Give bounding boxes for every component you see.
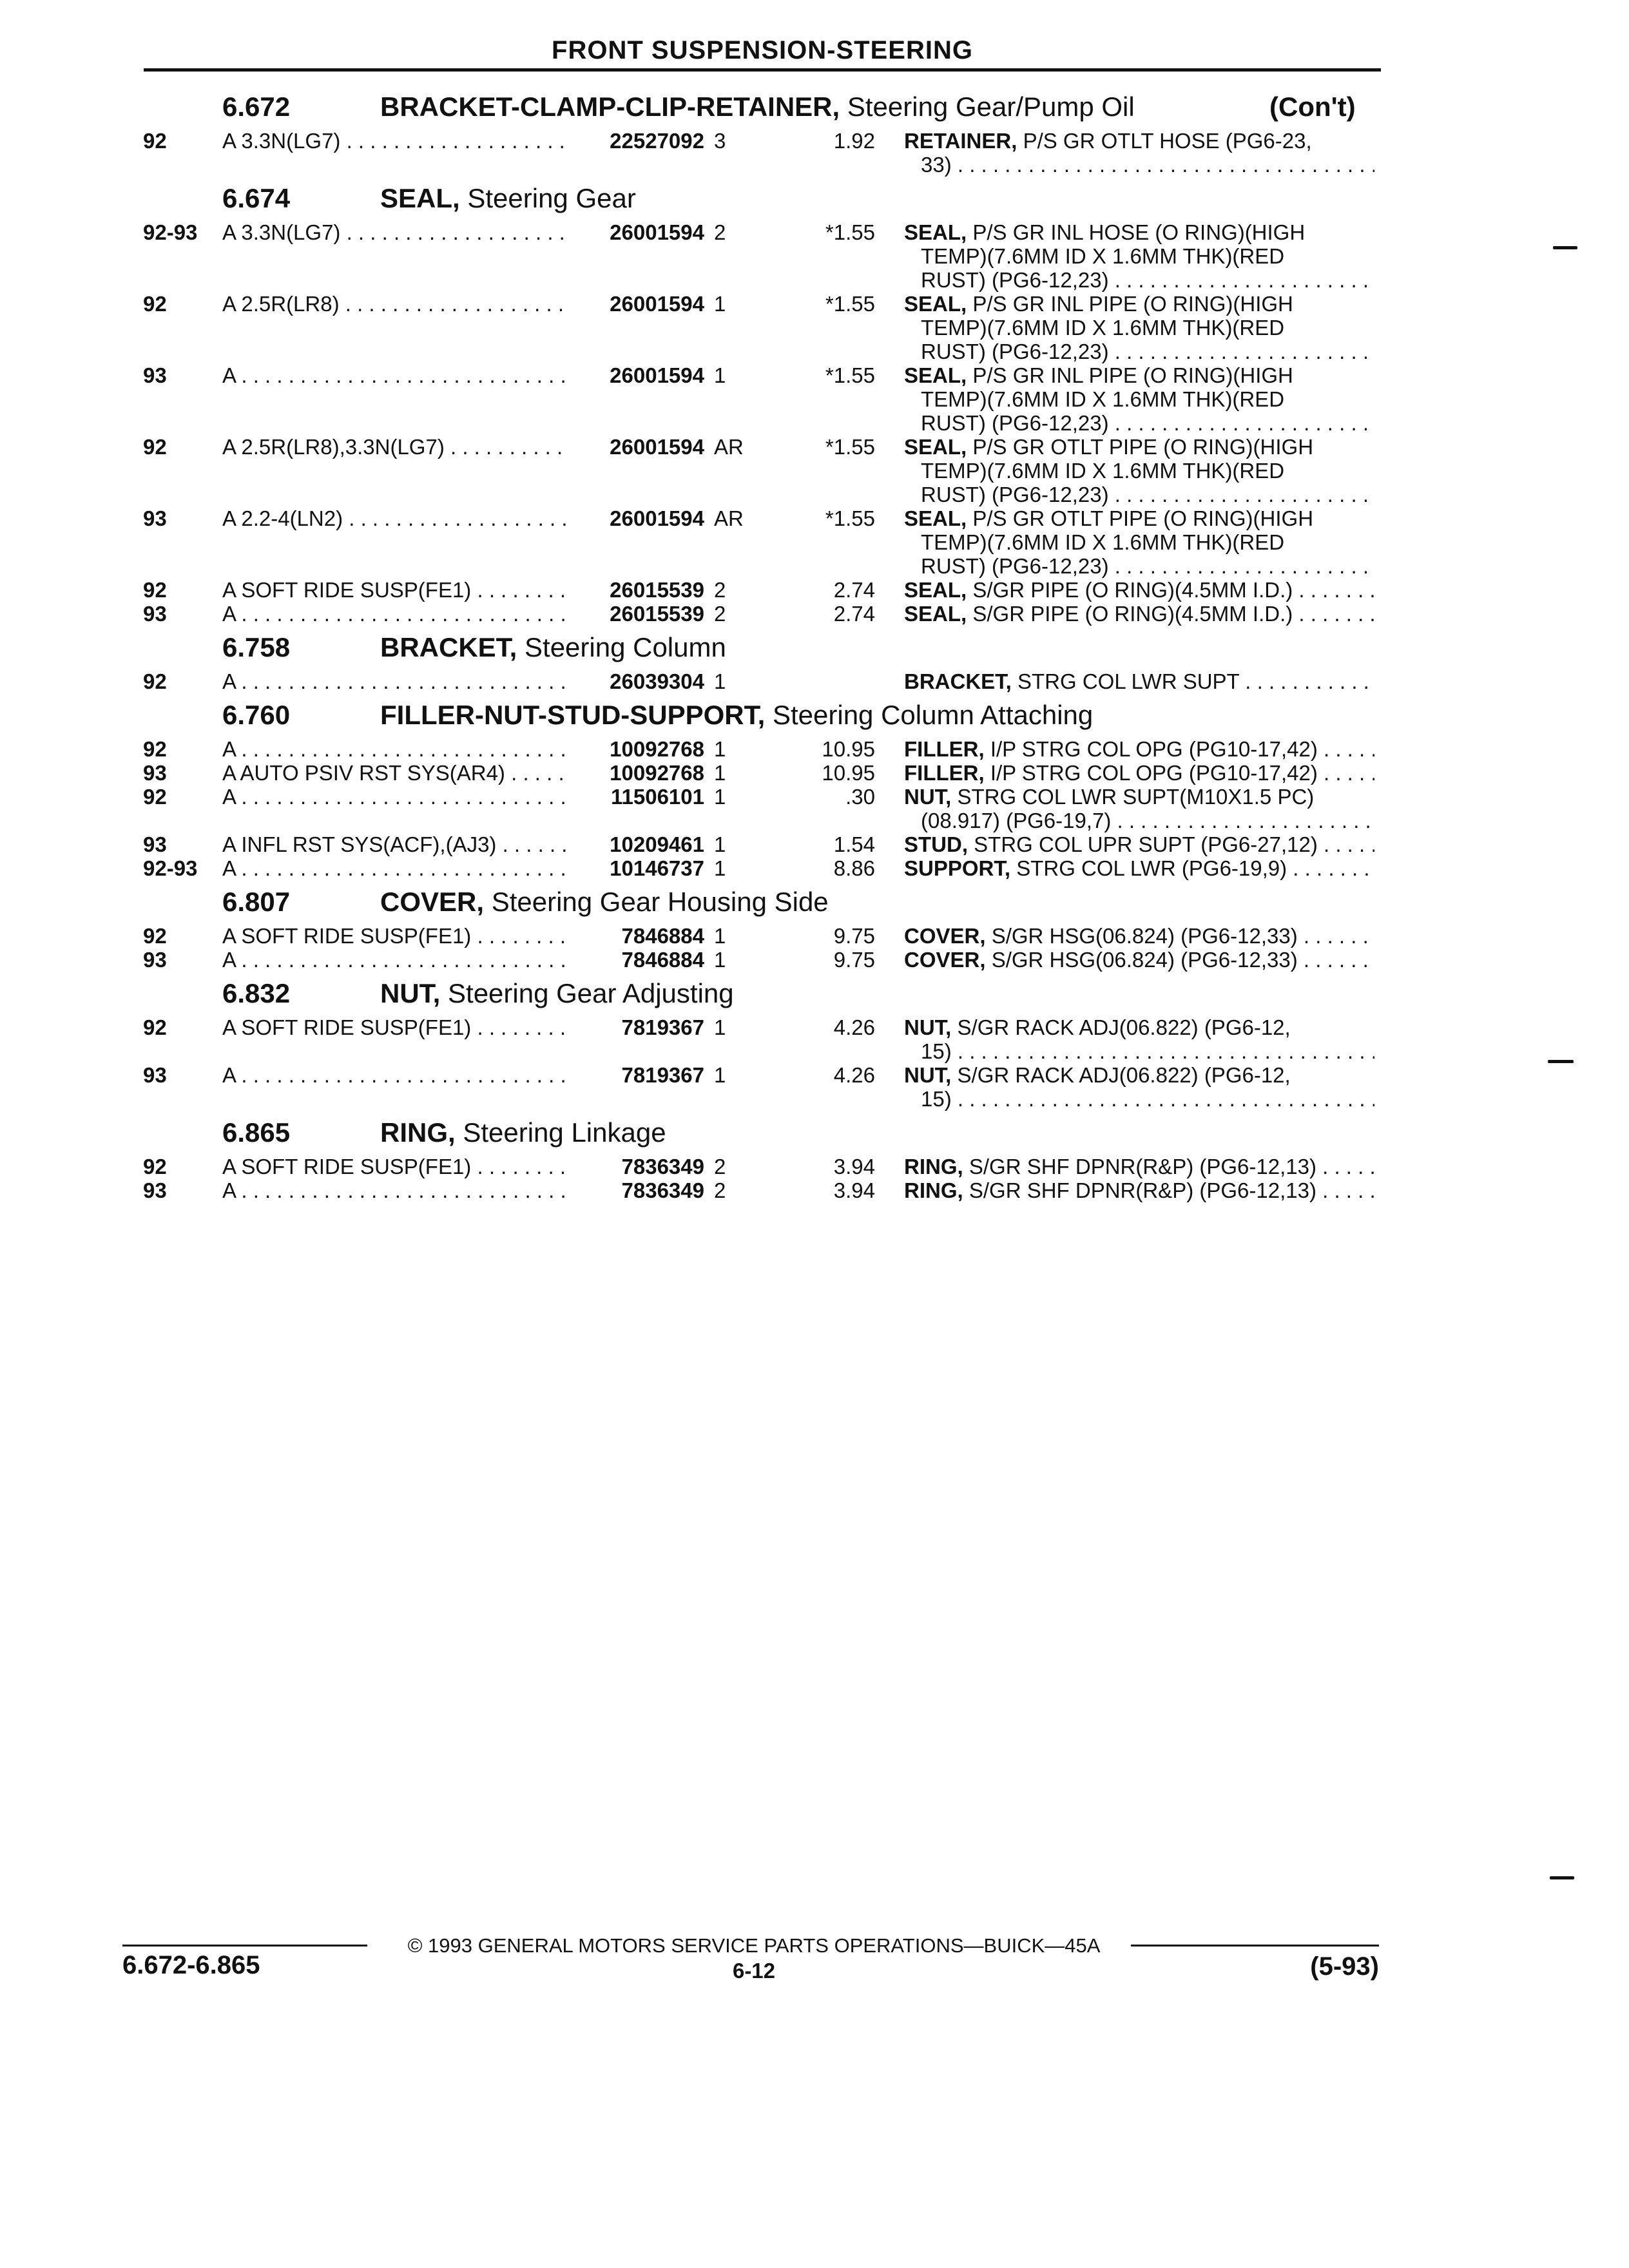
section-subname: Steering Column Attaching (765, 700, 1094, 730)
application: A 3.3N(LG7) . . . (222, 129, 570, 153)
table-row (0, 669, 1629, 693)
model-year: 92-93 (143, 856, 198, 880)
part-number: 7819367 (621, 1015, 704, 1039)
description-line (904, 387, 1374, 411)
description-line (904, 1087, 1374, 1111)
price: *1.55 (825, 363, 875, 387)
quantity: 1 (714, 1015, 726, 1039)
description-line (904, 1155, 1374, 1178)
description-line (904, 268, 1374, 292)
description-text: RUST) (PG6-12,23) (921, 483, 1109, 506)
description-keyword: SEAL, (904, 220, 967, 244)
section-title (380, 90, 1135, 124)
description-line (904, 363, 1374, 387)
part-number: 26015539 (610, 578, 704, 602)
model-year: 93 (143, 363, 167, 387)
price: *1.55 (825, 435, 875, 459)
description-text: TEMP)(7.6MM ID X 1.6MM THK)(RED (921, 459, 1285, 483)
table-row (0, 948, 1629, 972)
description-text: RUST) (PG6-12,23) (921, 411, 1109, 435)
price: 10.95 (822, 761, 875, 785)
description-line (904, 832, 1374, 856)
description-line (904, 554, 1374, 578)
margin-tick-mark (1550, 1876, 1574, 1879)
table-row (0, 129, 1629, 177)
price: 4.26 (833, 1063, 875, 1087)
description (904, 363, 1374, 435)
description-text: P/S GR OTLT HOSE (PG6-23, (1023, 129, 1312, 153)
table-row (0, 292, 1629, 363)
section-title (380, 885, 829, 919)
part-number: 26001594 (610, 435, 704, 459)
description-line (904, 669, 1374, 693)
price: *1.55 (825, 506, 875, 530)
table-row (0, 602, 1629, 626)
footer-page-number: 6-12 (732, 1959, 776, 1983)
quantity: 2 (714, 220, 726, 244)
description (904, 1155, 1374, 1178)
description-line (904, 292, 1374, 316)
description-text: TEMP)(7.6MM ID X 1.6MM THK)(RED (921, 244, 1285, 268)
description-line (904, 129, 1374, 153)
application: A AUTO PSIV RST SYS(AR4) . . . (222, 761, 570, 785)
description-text: S/GR PIPE (O RING)(4.5MM I.D.) (972, 602, 1293, 626)
description-keyword: NUT, (904, 1063, 952, 1087)
part-number: 10092768 (610, 761, 704, 785)
model-year: 92 (143, 129, 167, 153)
description-line (904, 785, 1374, 809)
model-year: 92 (143, 435, 167, 459)
section-code: 6.760 (222, 700, 291, 730)
description-text: STRG COL LWR SUPT(M10X1.5 PC) (957, 785, 1315, 809)
margin-tick-mark (1548, 1060, 1574, 1063)
section-title (380, 631, 726, 664)
description (904, 856, 1374, 880)
model-year: 92 (143, 1015, 167, 1039)
quantity: 1 (714, 856, 726, 880)
quantity: 2 (714, 602, 726, 626)
section-name: BRACKET, (380, 632, 517, 662)
section-subname: Steering Gear Housing Side (484, 887, 829, 917)
table-row (0, 856, 1629, 880)
description-line (904, 483, 1374, 506)
description-line (904, 411, 1374, 435)
description-keyword: COVER, (904, 924, 986, 948)
section-continued-label: (Con't) (1269, 91, 1356, 122)
quantity: 1 (714, 363, 726, 387)
section-code: 6.758 (222, 632, 291, 662)
description-line (904, 1039, 1374, 1063)
part-number: 10092768 (610, 737, 704, 761)
description-line (904, 435, 1374, 459)
description-keyword: FILLER, (904, 737, 985, 761)
section-name: FILLER-NUT-STUD-SUPPORT, (380, 700, 766, 730)
description (904, 435, 1374, 506)
description-text: S/GR SHF DPNR(R&P) (PG6-12,13) (969, 1178, 1316, 1202)
description-line (904, 948, 1374, 972)
section-name: SEAL, (380, 183, 460, 213)
quantity: 1 (714, 1063, 726, 1087)
application: A . . . (222, 1063, 570, 1087)
quantity: 1 (714, 832, 726, 856)
price: 8.86 (833, 856, 875, 880)
description (904, 832, 1374, 856)
description-text: P/S GR OTLT PIPE (O RING)(HIGH (972, 506, 1314, 530)
description-text: S/GR HSG(06.824) (PG6-12,33) (991, 948, 1298, 972)
description-keyword: SUPPORT, (904, 856, 1011, 880)
part-number: 22527092 (610, 129, 704, 153)
description (904, 924, 1374, 948)
description (904, 761, 1374, 785)
description-text: P/S GR INL HOSE (O RING)(HIGH (972, 220, 1306, 244)
table-row (0, 1178, 1629, 1202)
quantity: 1 (714, 292, 726, 316)
description-keyword: RING, (904, 1178, 963, 1202)
description (904, 220, 1374, 292)
description-line (904, 761, 1374, 785)
part-number: 7819367 (621, 1063, 704, 1087)
description-line (904, 1063, 1374, 1087)
part-number: 7846884 (621, 924, 704, 948)
section-title (380, 1116, 666, 1149)
description (904, 948, 1374, 972)
price: 3.94 (833, 1155, 875, 1178)
header-rule (144, 68, 1381, 72)
section-subname: Steering Linkage (455, 1117, 666, 1148)
price: 3.94 (833, 1178, 875, 1202)
description-keyword: RING, (904, 1155, 963, 1178)
description-text: TEMP)(7.6MM ID X 1.6MM THK)(RED (921, 387, 1285, 411)
table-row (0, 924, 1629, 948)
application: A . . . (222, 856, 570, 880)
section-code: 6.832 (222, 978, 291, 1008)
application: A . . . (222, 602, 570, 626)
part-number: 26001594 (610, 506, 704, 530)
part-number: 26039304 (610, 669, 704, 693)
description-text: RUST) (PG6-12,23) (921, 340, 1109, 363)
quantity: AR (714, 506, 744, 530)
table-row (0, 435, 1629, 506)
description-text: STRG COL LWR SUPT (1017, 669, 1240, 693)
description (904, 1063, 1374, 1111)
table-row (0, 1155, 1629, 1178)
price: *1.55 (825, 220, 875, 244)
description-text: S/GR RACK ADJ(06.822) (PG6-12, (957, 1063, 1291, 1087)
description-keyword: STUD, (904, 832, 968, 856)
section-title (380, 698, 1093, 732)
quantity: 1 (714, 737, 726, 761)
description-text: 33) (921, 153, 952, 177)
quantity: 2 (714, 1178, 726, 1202)
description-line (904, 856, 1374, 880)
application: A SOFT RIDE SUSP(FE1) . . . (222, 1015, 570, 1039)
description-line (904, 459, 1374, 483)
section-name: NUT, (380, 978, 441, 1008)
model-year: 92-93 (143, 220, 198, 244)
description-line (904, 316, 1374, 340)
description-line (904, 506, 1374, 530)
table-row (0, 832, 1629, 856)
description-keyword: RETAINER, (904, 129, 1017, 153)
part-number: 7846884 (621, 948, 704, 972)
description-keyword: SEAL, (904, 292, 967, 316)
quantity: 1 (714, 761, 726, 785)
table-row (0, 363, 1629, 435)
description (904, 1178, 1374, 1202)
section-title (380, 182, 636, 215)
description-line (904, 1015, 1374, 1039)
application: A . . . (222, 785, 570, 809)
quantity: 1 (714, 924, 726, 948)
section-name: COVER, (380, 887, 485, 917)
part-number: 10146737 (610, 856, 704, 880)
application: A 3.3N(LG7) . . . (222, 220, 570, 244)
application: A INFL RST SYS(ACF),(AJ3) . . . (222, 832, 570, 856)
description (904, 129, 1374, 177)
description (904, 669, 1374, 693)
table-row (0, 220, 1629, 292)
description-keyword: COVER, (904, 948, 986, 972)
description-line (904, 809, 1374, 832)
description-keyword: FILLER, (904, 761, 985, 785)
description-line (904, 578, 1374, 602)
application: A SOFT RIDE SUSP(FE1) . . . (222, 1155, 570, 1178)
section-subname: Steering Gear (459, 183, 636, 213)
description-text: P/S GR INL PIPE (O RING)(HIGH (972, 363, 1293, 387)
description (904, 737, 1374, 761)
description-text: 15) (921, 1087, 952, 1111)
description-keyword: SEAL, (904, 602, 967, 626)
description-text: P/S GR INL PIPE (O RING)(HIGH (972, 292, 1293, 316)
description-text: P/S GR OTLT PIPE (O RING)(HIGH (972, 435, 1314, 459)
description-line (904, 244, 1374, 268)
section-name: BRACKET-CLAMP-CLIP-RETAINER, (380, 91, 840, 122)
quantity: 1 (714, 669, 726, 693)
price: 9.75 (833, 948, 875, 972)
description-text: (08.917) (PG6-19,7) (921, 809, 1112, 832)
model-year: 93 (143, 761, 167, 785)
model-year: 92 (143, 785, 167, 809)
application: A 2.5R(LR8) . . . (222, 292, 570, 316)
price: 9.75 (833, 924, 875, 948)
section-title (380, 977, 734, 1010)
description-keyword: SEAL, (904, 506, 967, 530)
description-text: S/GR SHF DPNR(R&P) (PG6-12,13) (969, 1155, 1316, 1178)
application: A . . . (222, 737, 570, 761)
description-text: RUST) (PG6-12,23) (921, 554, 1109, 578)
description-text: TEMP)(7.6MM ID X 1.6MM THK)(RED (921, 530, 1285, 554)
description-line (904, 602, 1374, 626)
application: A . . . (222, 669, 570, 693)
quantity: 1 (714, 785, 726, 809)
price: 4.26 (833, 1015, 875, 1039)
description-text: S/GR HSG(06.824) (PG6-12,33) (991, 924, 1298, 948)
quantity: 1 (714, 948, 726, 972)
description-keyword: BRACKET, (904, 669, 1012, 693)
quantity: 3 (714, 129, 726, 153)
section-subname: Steering Gear Adjusting (440, 978, 734, 1008)
description-line (904, 220, 1374, 244)
price: *1.55 (825, 292, 875, 316)
application: A . . . (222, 948, 570, 972)
application: A . . . (222, 363, 570, 387)
price: 1.92 (833, 129, 875, 153)
quantity: 2 (714, 1155, 726, 1178)
description (904, 602, 1374, 626)
quantity: AR (714, 435, 744, 459)
description-keyword: SEAL, (904, 578, 967, 602)
footer-copyright: © 1993 GENERAL MOTORS SERVICE PARTS OPERATIONS—BUICK—45A (407, 1934, 1101, 1957)
price: .30 (845, 785, 875, 809)
description (904, 292, 1374, 363)
section-name: RING, (380, 1117, 456, 1148)
price: 10.95 (822, 737, 875, 761)
footer-rule-right (1131, 1945, 1379, 1946)
description-line (904, 1178, 1374, 1202)
description-text: S/GR PIPE (O RING)(4.5MM I.D.) (972, 578, 1293, 602)
footer-rule-left (122, 1945, 367, 1946)
description-line (904, 340, 1374, 363)
model-year: 93 (143, 506, 167, 530)
description-text: I/P STRG COL OPG (PG10-17,42) (990, 737, 1318, 761)
table-row (0, 506, 1629, 578)
price: 2.74 (833, 602, 875, 626)
part-number: 7836349 (621, 1178, 704, 1202)
part-number: 10209461 (610, 832, 704, 856)
section-code: 6.674 (222, 183, 291, 213)
description-text: I/P STRG COL OPG (PG10-17,42) (990, 761, 1318, 785)
model-year: 92 (143, 292, 167, 316)
description-keyword: SEAL, (904, 363, 967, 387)
description-text: RUST) (PG6-12,23) (921, 268, 1109, 292)
part-number: 26015539 (610, 602, 704, 626)
application: A SOFT RIDE SUSP(FE1) . . . (222, 578, 570, 602)
description-text: STRG COL LWR (PG6-19,9) (1016, 856, 1287, 880)
page-title: FRONT SUSPENSION-STEERING (552, 36, 973, 64)
price: 1.54 (833, 832, 875, 856)
section-code: 6.807 (222, 887, 291, 917)
application: A 2.2-4(LN2) . . . (222, 506, 570, 530)
description (904, 785, 1374, 832)
description (904, 1015, 1374, 1063)
model-year: 93 (143, 1063, 167, 1087)
table-row (0, 578, 1629, 602)
model-year: 92 (143, 737, 167, 761)
table-row (0, 737, 1629, 761)
section-code: 6.865 (222, 1117, 291, 1148)
table-row (0, 785, 1629, 832)
part-number: 7836349 (621, 1155, 704, 1178)
description-text: 15) (921, 1039, 952, 1063)
part-number: 26001594 (610, 292, 704, 316)
description-text: STRG COL UPR SUPT (PG6-27,12) (974, 832, 1318, 856)
section-code: 6.672 (222, 91, 291, 122)
part-number: 11506101 (610, 785, 704, 809)
description-line (904, 153, 1374, 177)
section-subname: Steering Gear/Pump Oil (840, 91, 1135, 122)
description (904, 578, 1374, 602)
model-year: 92 (143, 924, 167, 948)
quantity: 2 (714, 578, 726, 602)
model-year: 93 (143, 1178, 167, 1202)
price: 2.74 (833, 578, 875, 602)
footer-revision-date: (5-93) (1310, 1952, 1379, 1981)
margin-tick-mark (1553, 246, 1577, 249)
application: A 2.5R(LR8),3.3N(LG7) . . . (222, 435, 570, 459)
table-row (0, 761, 1629, 785)
description-text: S/GR RACK ADJ(06.822) (PG6-12, (957, 1015, 1291, 1039)
model-year: 93 (143, 602, 167, 626)
table-row (0, 1063, 1629, 1111)
description-keyword: NUT, (904, 785, 952, 809)
application: A . . . (222, 1178, 570, 1202)
model-year: 92 (143, 1155, 167, 1178)
model-year: 93 (143, 948, 167, 972)
description (904, 506, 1374, 578)
model-year: 92 (143, 578, 167, 602)
description-line (904, 737, 1374, 761)
model-year: 93 (143, 832, 167, 856)
description-text: TEMP)(7.6MM ID X 1.6MM THK)(RED (921, 316, 1285, 340)
part-number: 26001594 (610, 363, 704, 387)
description-line (904, 924, 1374, 948)
part-number: 26001594 (610, 220, 704, 244)
table-row (0, 1015, 1629, 1063)
description-keyword: SEAL, (904, 435, 967, 459)
description-keyword: NUT, (904, 1015, 952, 1039)
footer-section-range: 6.672-6.865 (122, 1951, 260, 1979)
description-line (904, 530, 1374, 554)
model-year: 92 (143, 669, 167, 693)
section-subname: Steering Column (517, 632, 726, 662)
application: A SOFT RIDE SUSP(FE1) . . . (222, 924, 570, 948)
